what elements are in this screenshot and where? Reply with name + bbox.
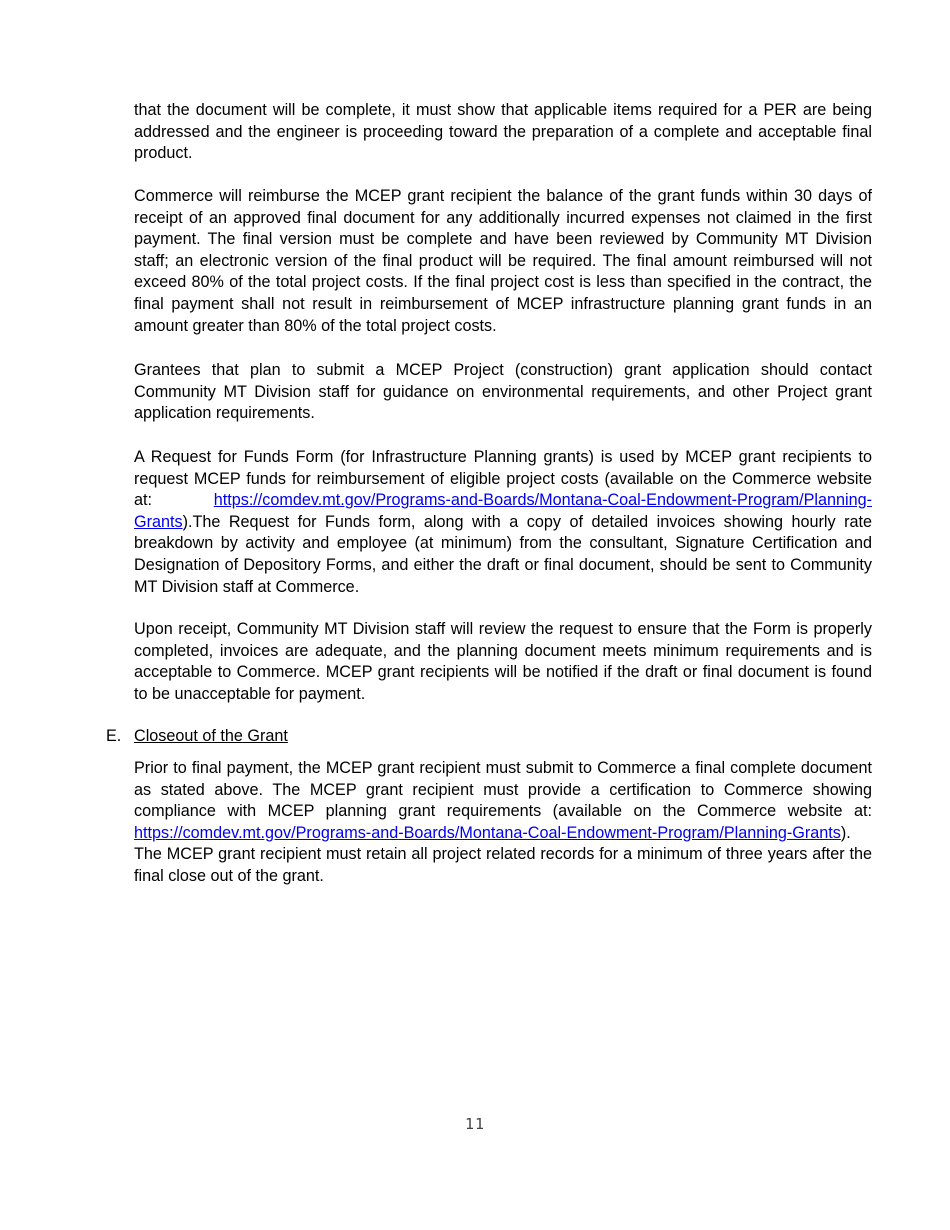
paragraph-project-grant-guidance: Grantees that plan to submit a MCEP Project (construction) grant application should contact Community MT Division staff for guidance on environmental requirements, and other Project grant application requirements. [134,361,872,423]
section-title: Closeout of the Grant [134,727,288,745]
request-for-funds-text: A Request for Funds Form (for Infrastructure Planning grants) is used by MCEP grant recipients to request MCEP funds for reimbursement of eligible project costs (available on the Commerce website at: [134,448,872,510]
planning-grants-link[interactable]: https://comdev.mt.gov/Programs-and-Boards/Montana-Coal-Endowment-Program/Planning-Grants [134,491,872,531]
planning-grants-link-closeout[interactable]: https://comdev.mt.gov/Programs-and-Boards/Montana-Coal-Endowment-Program/Planning-Grants [134,823,841,842]
paragraph-request-for-funds [134,447,872,598]
section-letter: E. [106,727,122,745]
paragraph-per-completeness: that the document will be complete, it must show that applicable items required for a PER are being addressed and the engineer is proceeding toward the preparation of a complete and acceptable final product. [134,101,872,163]
paragraph-review-on-receipt: Upon receipt, Community MT Division staff will review the request to ensure that the Form is properly completed, invoices are adequate, and the planning document meets minimum requirements and is acceptable to Commerce. MCEP grant recipients will be notified if the draft or final document is found to be unacceptable for payment. [134,620,872,703]
closeout-text-continued: ). The MCEP grant recipient must retain all project related records for a minimum of three years after the final close out of the grant. [134,823,872,885]
paragraph-closeout [134,758,872,888]
closeout-text: Prior to final payment, the MCEP grant recipient must submit to Commerce a final complete document as stated above. The MCEP grant recipient must provide a certification to Commerce showing compliance with MCEP planning grant requirements (available on the Commerce website at: [134,759,872,821]
section-heading-closeout [106,726,288,748]
request-for-funds-text-continued: ).The Request for Funds form, along with a copy of detailed invoices showing hourly rate breakdown by activity and employee (at minimum) from the consultant, Signature Certification and Designation of Depository Forms, and either the draft or final document, should be sent to Community MT Division staff at Commerce. [134,512,872,596]
paragraph-final-reimbursement: Commerce will reimburse the MCEP grant recipient the balance of the grant funds within 30 days of receipt of an approved final document for any additionally incurred expenses not claimed in the first payment. The final version must be complete and have been reviewed by Community MT Division staff; an electronic version of the final product will be required. The final amount reimbursed will not exceed 80% of the total project costs. If the final project cost is less than specified in the contract, the final payment shall not result in reimbursement of MCEP infrastructure planning grant funds in an amount greater than 80% of the total project costs. [134,187,872,335]
page-number: 11 [464,1115,486,1133]
